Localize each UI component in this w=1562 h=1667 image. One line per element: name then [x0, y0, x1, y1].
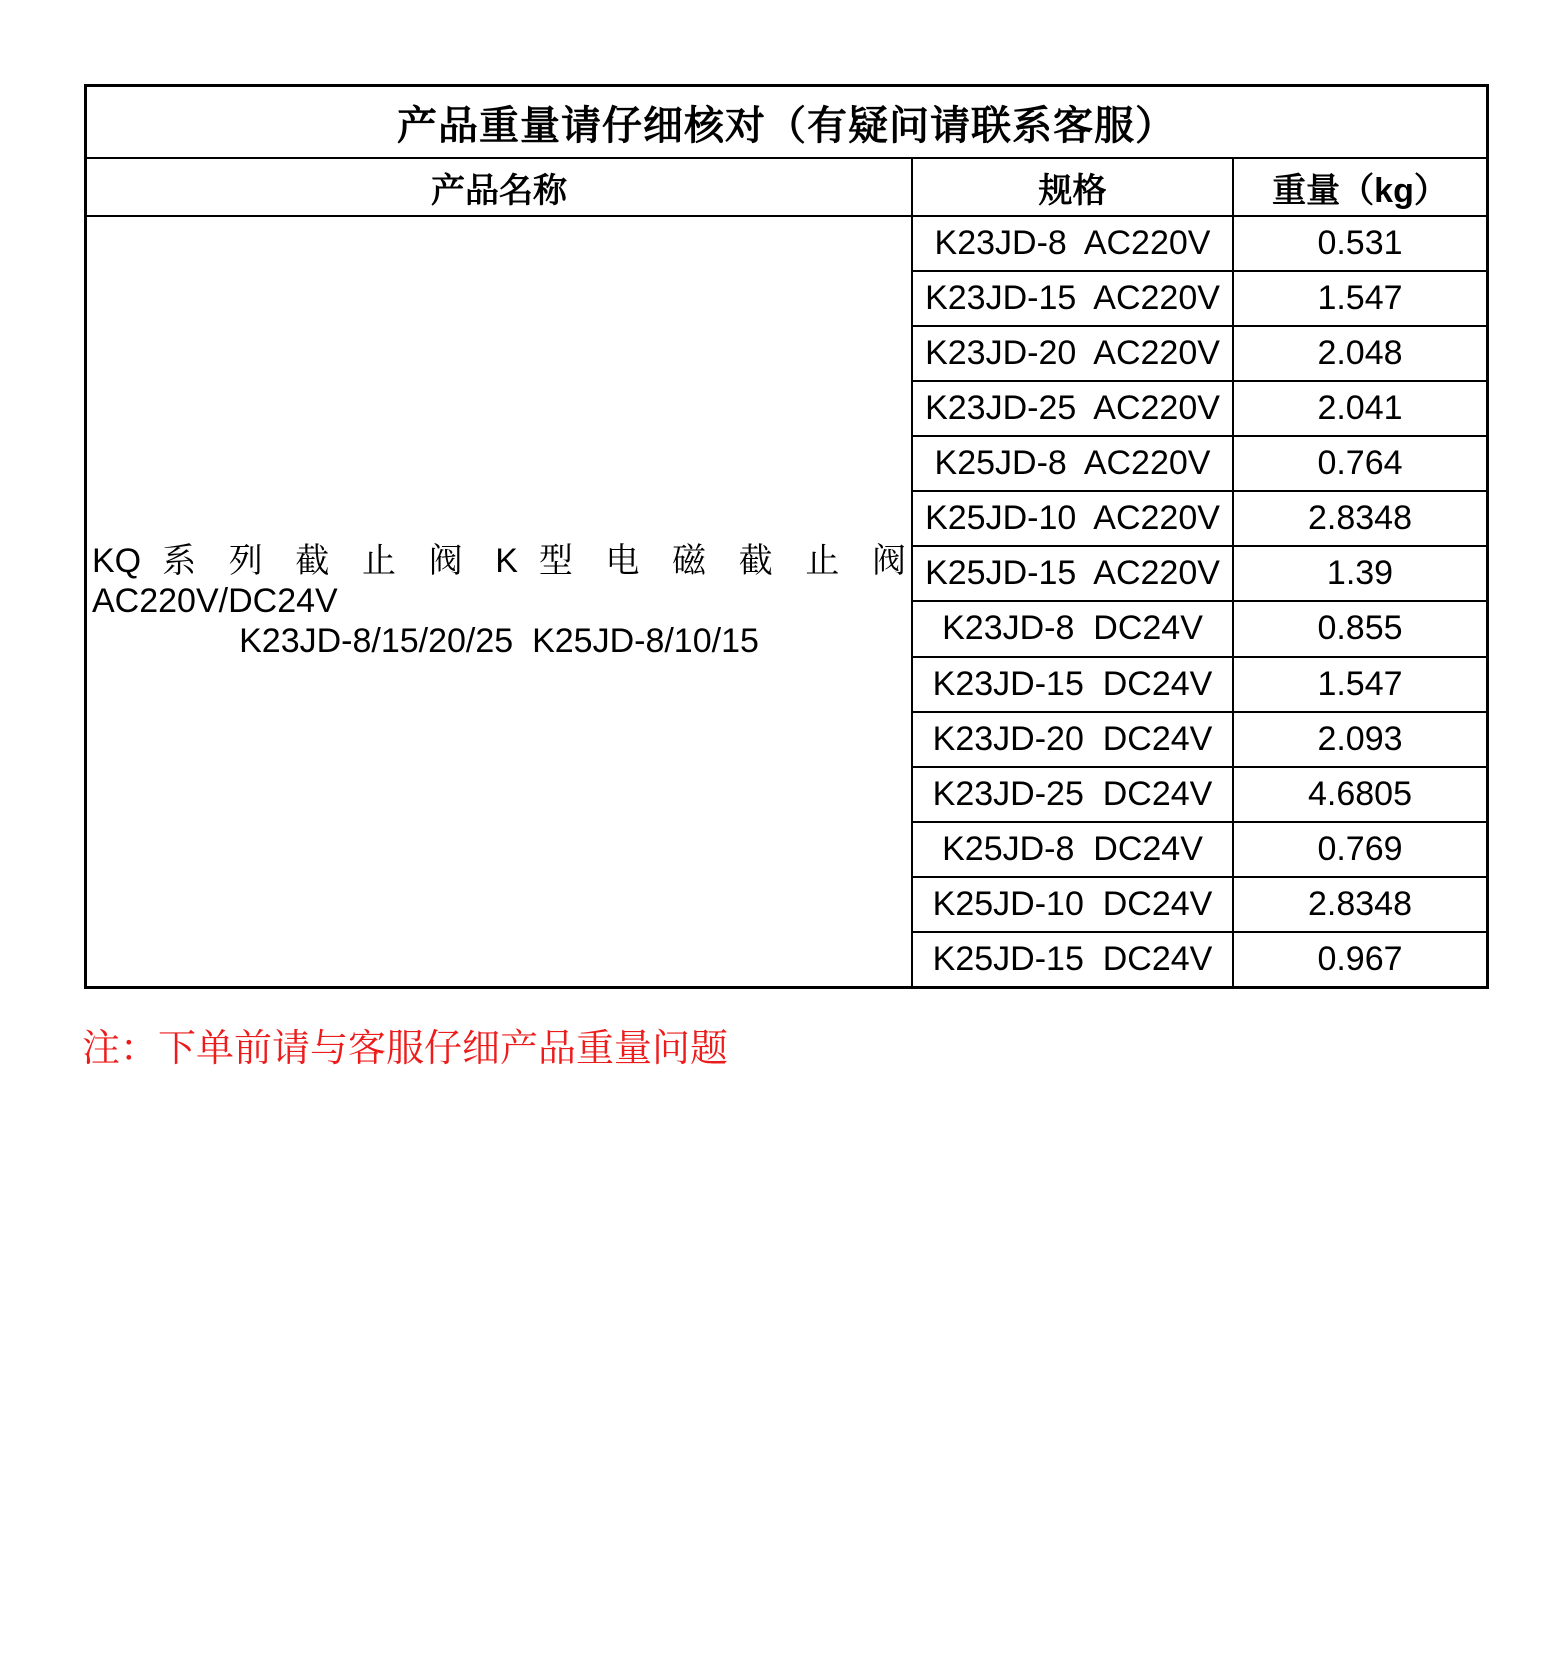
- weight-cell: 1.39: [1234, 547, 1486, 600]
- weight-cell: 1.547: [1234, 658, 1486, 711]
- spec-cell: K23JD-20 DC24V: [913, 713, 1232, 766]
- footnote: 注：下单前请与客服仔细产品重量问题: [82, 1028, 729, 1070]
- spec-cell: K23JD-15 AC220V: [913, 272, 1232, 325]
- weight-cell: 4.6805: [1234, 768, 1486, 821]
- table-title: 产品重量请仔细核对（有疑问请联系客服）: [87, 87, 1486, 157]
- spec-cell: K23JD-25 AC220V: [913, 382, 1232, 435]
- spec-cell: K25JD-8 DC24V: [913, 823, 1232, 876]
- product-name-line1: KQ 系 列 截 止 阀 K 型 电 磁 截 止 阀 AC220V/DC24V: [92, 542, 906, 621]
- spec-cell: K23JD-8 DC24V: [913, 602, 1232, 655]
- spec-cell: K25JD-10 AC220V: [913, 492, 1232, 545]
- weight-cell: 2.093: [1234, 713, 1486, 766]
- spec-cell: K23JD-25 DC24V: [913, 768, 1232, 821]
- spec-cell: K23JD-20 AC220V: [913, 327, 1232, 380]
- weight-cell: 0.769: [1234, 823, 1486, 876]
- weight-cell: 1.547: [1234, 272, 1486, 325]
- weight-cell: 2.041: [1234, 382, 1486, 435]
- product-name-line2: K23JD-8/15/20/25 K25JD-8/10/15: [239, 622, 759, 661]
- spec-cell: K23JD-15 DC24V: [913, 658, 1232, 711]
- weight-cell: 2.048: [1234, 327, 1486, 380]
- header-product-name: 产品名称: [87, 159, 911, 215]
- header-spec: 规格: [913, 159, 1232, 215]
- spec-cell: K25JD-15 AC220V: [913, 547, 1232, 600]
- weight-cell: 0.967: [1234, 933, 1486, 986]
- spec-cell: K25JD-15 DC24V: [913, 933, 1232, 986]
- weight-cell: 2.8348: [1234, 878, 1486, 931]
- product-weight-table: [84, 84, 1489, 989]
- weight-cell: 0.764: [1234, 437, 1486, 490]
- header-weight: 重量（kg）: [1234, 159, 1486, 215]
- weight-cell: 2.8348: [1234, 492, 1486, 545]
- weight-cell: 0.531: [1234, 217, 1486, 270]
- product-name-cell: [87, 217, 911, 986]
- weight-cell: 0.855: [1234, 602, 1486, 655]
- spec-cell: K23JD-8 AC220V: [913, 217, 1232, 270]
- spec-cell: K25JD-10 DC24V: [913, 878, 1232, 931]
- spec-cell: K25JD-8 AC220V: [913, 437, 1232, 490]
